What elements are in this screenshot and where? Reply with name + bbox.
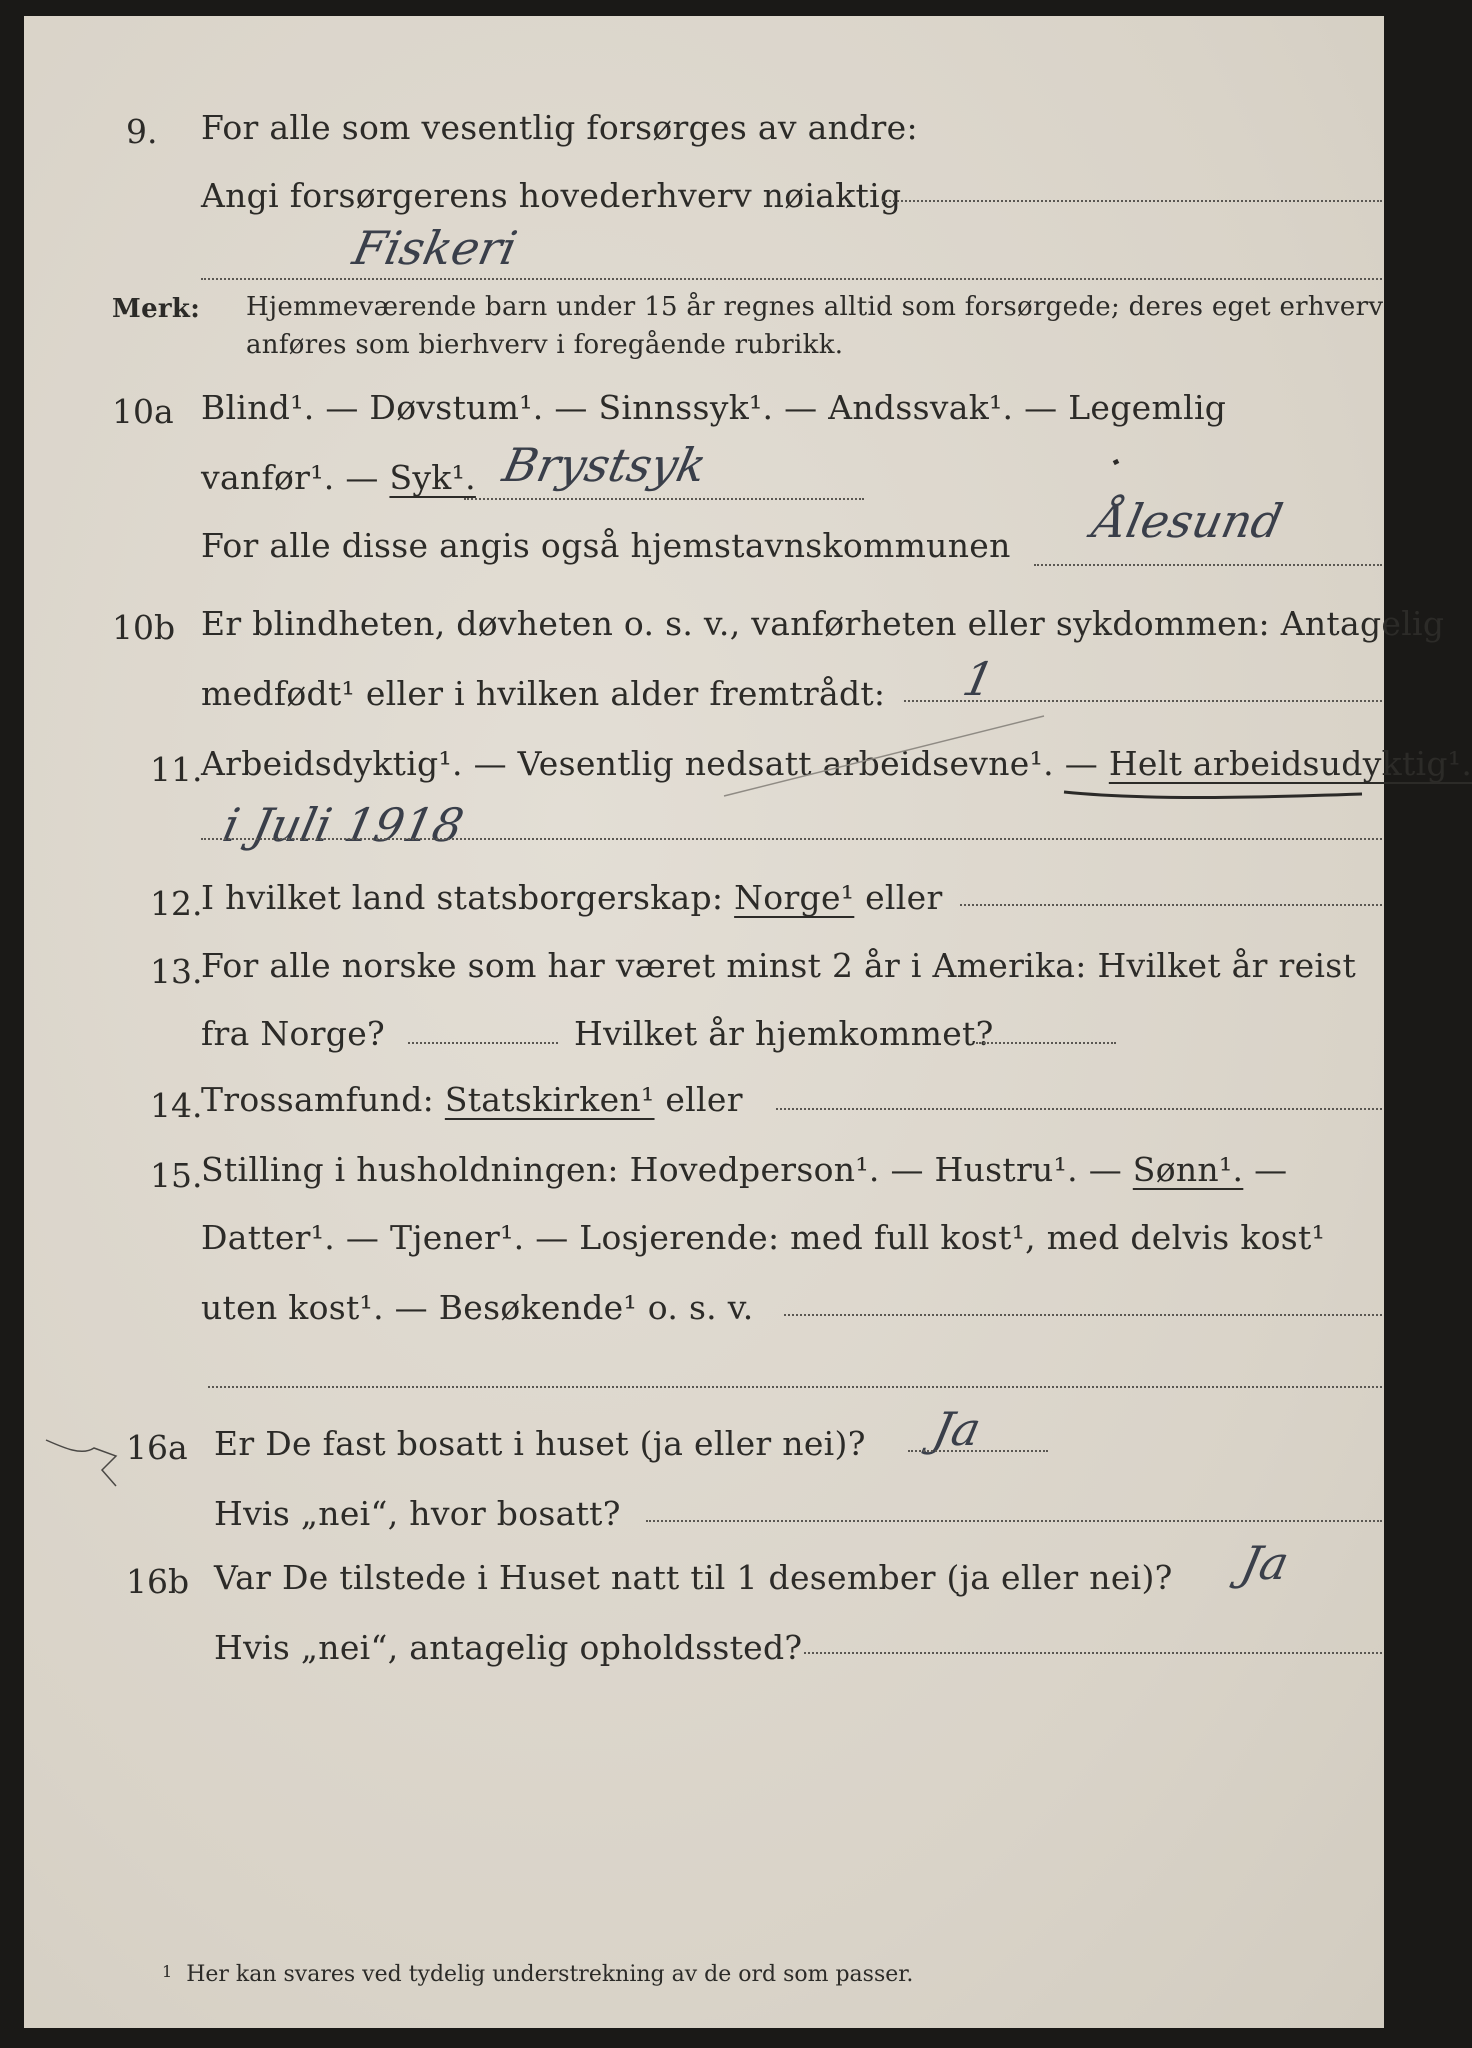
q16a-line2: Hvis „nei“, hvor bosatt? [214,1494,621,1533]
q10a-number: 10a [112,392,174,431]
q10a-line1: Blind¹. — Døvstum¹. — Sinnssyk¹. — Andssvak¹. — Legemlig [201,388,1227,427]
q16a-handwritten-answer: Ja [928,1402,986,1456]
q16a-line1: Er De fast bosatt i huset (ja eller nei)? [214,1424,866,1463]
merk-line2: anføres som bierhverv i foregående rubrikk. [246,330,844,360]
q13-line2a: fra Norge? [201,1014,386,1053]
q16b-line2: Hvis „nei“, antagelig opholdssted? [214,1628,803,1667]
q16a-number: 16a [126,1428,188,1467]
q11-handwritten-underline-stroke [1064,792,1362,798]
q16a-bosatt-line [646,1520,1382,1522]
q16b-handwritten-answer: Ja [1236,1536,1294,1590]
q10a-handwritten-kommune: Ålesund [1088,494,1288,548]
q15-line3: uten kost¹. — Besøkende¹ o. s. v. [201,1288,754,1327]
q10a-syk-underlined: Syk¹. [389,458,476,497]
q15-answer-line-2 [208,1386,1382,1388]
q9-handwritten-answer: Fiskeri [348,221,522,275]
q10a-illness-line [464,498,864,500]
q10b-answer-line [904,700,1382,702]
q10a-line3: For alle disse angis også hjemstavnskommunen [201,526,1011,565]
ink-dot [1115,460,1117,464]
q9-answer-line [882,200,1382,202]
merk-label: Merk: [112,294,201,324]
q14-line: Trossamfund: Statskirken¹ eller [201,1080,743,1119]
q12-line: I hvilket land statsborgerskap: Norge¹ eller [201,878,943,917]
q11-handwritten-answer: i Juli 1918 [218,798,469,852]
q10b-line2: medfødt¹ eller i hvilken alder fremtrådt: [201,674,886,713]
q9-line2: Angi forsørgerens hovederhverv nøiaktig [201,176,902,215]
q16b-opholdssted-line [804,1652,1382,1654]
q15-line1: Stilling i husholdningen: Hovedperson¹. — Hustru¹. — Sønn¹. — [201,1150,1288,1189]
q10a-handwritten-illness: Brystsyk [498,438,712,492]
q14-statskirken-underlined: Statskirken¹ [444,1080,655,1119]
q10a-line2: vanfør¹. — Syk¹. [201,458,476,497]
q12-norge-underlined: Norge¹ [734,878,855,917]
q11-line1: Arbeidsdyktig¹. — Vesentlig nedsatt arbeidsevne¹. — Helt arbeidsudyktig¹. [201,744,1472,783]
q13-line1: For alle norske som har været minst 2 år i Amerika: Hvilket år reist [201,946,1357,985]
q16b-line1: Var De tilstede i Huset natt til 1 desember (ja eller nei)? [214,1558,1173,1597]
q12-number: 12. [150,884,203,923]
q13-hjemkommet-line [976,1042,1116,1044]
q11-helt-arbeidsudyktig-underlined: Helt arbeidsudyktig¹. [1108,744,1472,783]
q13-line2b: Hvilket år hjemkommet? [574,1014,994,1053]
q14-number: 14. [150,1086,203,1125]
q9-answer-line-2 [201,278,1382,280]
q16b-number: 16b [126,1562,190,1601]
q14-answer-line [776,1108,1382,1110]
q10b-number: 10b [112,608,176,647]
q11-answer-line [201,838,1382,840]
q16a-answer-line [908,1450,1048,1452]
q9-line1: For alle som vesentlig forsørges av andre: [201,108,918,147]
q13-number: 13. [150,952,203,991]
q10a-kommune-line [1034,564,1382,566]
q15-line2: Datter¹. — Tjener¹. — Losjerende: med full kost¹, med delvis kost¹ [201,1218,1326,1257]
q15-number: 15. [150,1156,203,1195]
q15-sonn-underlined: Sønn¹. [1132,1150,1244,1189]
q10b-handwritten-answer: 1 [958,652,1000,706]
q10b-line1: Er blindheten, døvheten o. s. v., vanførheten eller sykdommen: Antagelig [201,604,1445,643]
margin-arrow-mark [46,1440,116,1486]
q9-number: 9. [126,112,158,151]
q15-answer-line [784,1314,1382,1316]
census-form-page [24,16,1472,2028]
footnote: $^1$ Her kan svares ved tydelig understrekning av de ord som passer. [162,1962,914,1987]
q12-answer-line [960,904,1382,906]
q13-reist-line [408,1042,558,1044]
q11-number: 11. [150,750,203,789]
merk-line1: Hjemmeværende barn under 15 år regnes alltid som forsørgede; deres eget erhverv [246,292,1384,322]
